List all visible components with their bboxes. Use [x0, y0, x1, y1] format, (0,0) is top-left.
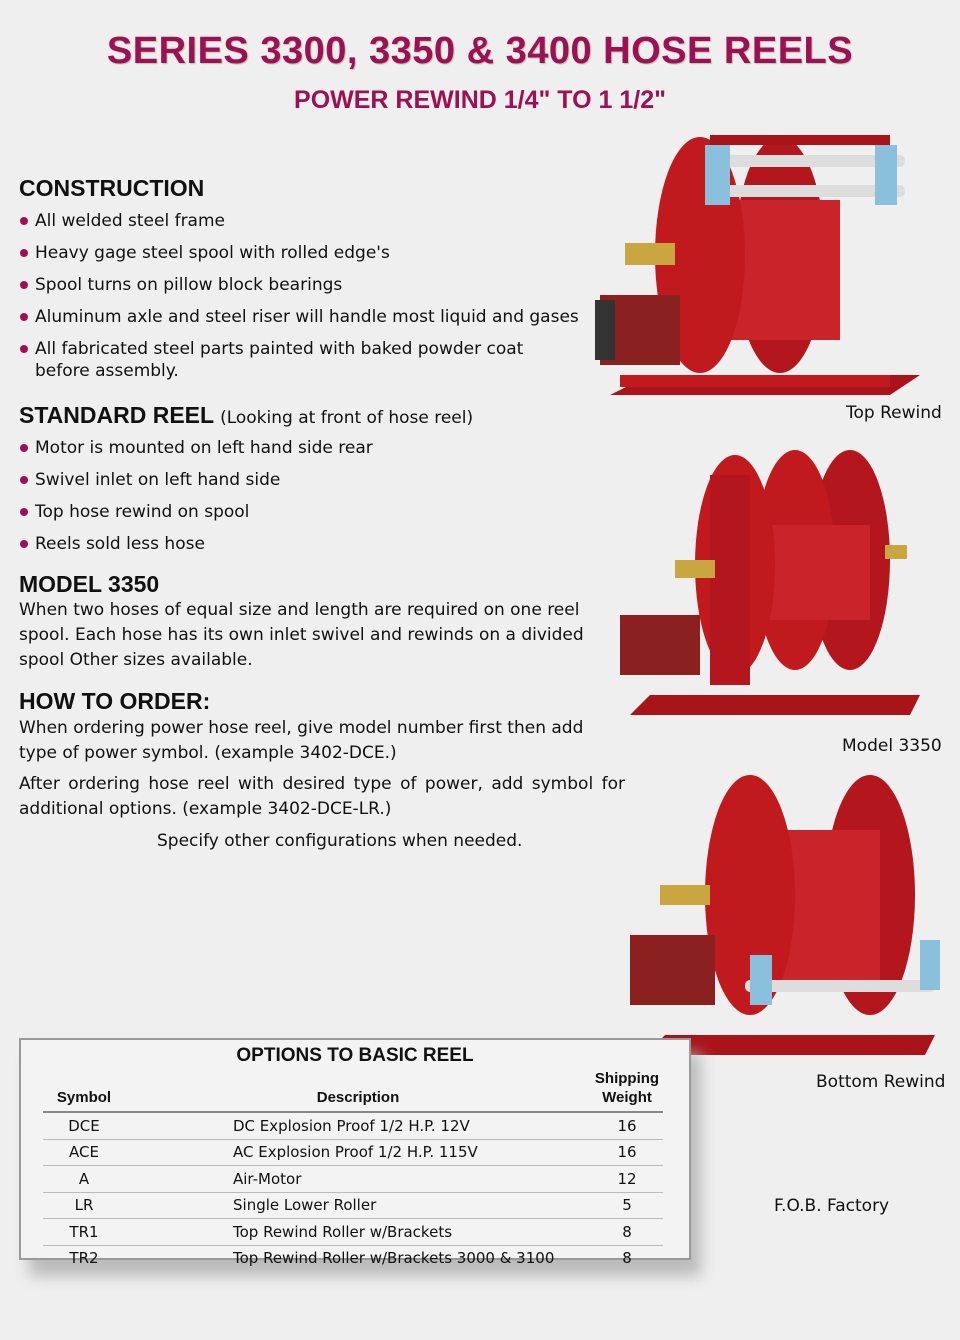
header-weight-line1: Shipping [594, 1070, 660, 1087]
table-row [43, 1192, 663, 1219]
how-to-order-heading: HOW TO ORDER: [19, 688, 211, 714]
page-title: SERIES 3300, 3350 & 3400 HOSE REELS [106, 30, 854, 72]
construction-list [19, 210, 599, 392]
caption-top-rewind: Top Rewind [846, 403, 942, 423]
caption-model-3350: Model 3350 [842, 736, 942, 756]
model-3350-heading: MODEL 3350 [19, 571, 160, 597]
order-text-1: When ordering power hose reel, give model number first then add type of power symbol. (example 3402-DCE.) [19, 718, 584, 763]
list-item: Spool turns on pillow block bearings [19, 274, 599, 296]
symbol-cell: TR2 [69, 1249, 99, 1268]
header-description: Description [125, 1068, 591, 1112]
list-item: All fabricated steel parts painted with baked powder coat before assembly. [19, 338, 525, 382]
order-text-2: After ordering hose reel with desired type of power, add symbol for additional options. (example 3402-DCE-LR.) [19, 774, 625, 819]
options-table-panel [19, 1038, 691, 1268]
order-text-3: Specify other configurations when needed. [157, 831, 523, 851]
table-row [43, 1112, 663, 1139]
table-row [43, 1219, 663, 1246]
list-item: Reels sold less hose [19, 533, 599, 555]
description-cell: Single Lower Roller [125, 1192, 591, 1219]
top-rewind-reel-image [590, 125, 930, 405]
construction-heading: CONSTRUCTION [19, 175, 205, 201]
weight-cell: 5 [591, 1192, 663, 1219]
header-weight [591, 1068, 663, 1112]
header-symbol: Symbol [43, 1068, 125, 1112]
symbol-cell: ACE [43, 1139, 125, 1166]
description-cell: DC Explosion Proof 1/2 H.P. 12V [125, 1112, 591, 1139]
list-item: All welded steel frame [19, 210, 599, 232]
table-row [43, 1245, 663, 1271]
weight-cell: 12 [591, 1166, 663, 1193]
options-table-title: OPTIONS TO BASIC REEL [236, 1045, 474, 1066]
model-3350-reel-image [610, 445, 930, 735]
description-cell: AC Explosion Proof 1/2 H.P. 115V [125, 1139, 591, 1166]
weight-cell: 8 [622, 1249, 632, 1268]
list-item: Heavy gage steel spool with rolled edge's [19, 242, 599, 264]
standard-list [19, 437, 599, 565]
weight-cell: 16 [591, 1139, 663, 1166]
bottom-rewind-reel-image [625, 765, 945, 1070]
description-cell: Top Rewind Roller w/Brackets 3000 & 3100 [233, 1249, 555, 1268]
standard-reel-note: (Looking at front of hose reel) [220, 408, 474, 428]
table-row [43, 1166, 663, 1193]
list-item: Swivel inlet on left hand side [19, 469, 599, 491]
fob-factory-note: F.O.B. Factory [774, 1196, 890, 1216]
page-subtitle: POWER REWIND 1/4" TO 1 1/2" [294, 86, 666, 114]
weight-cell: 8 [591, 1219, 663, 1246]
list-item: Motor is mounted on left hand side rear [19, 437, 599, 459]
list-item: Aluminum axle and steel riser will handle most liquid and gases [19, 306, 599, 328]
symbol-cell: LR [43, 1192, 125, 1219]
caption-bottom-rewind: Bottom Rewind [816, 1072, 946, 1092]
standard-reel-heading [19, 402, 473, 429]
standard-reel-title: STANDARD REEL [19, 402, 214, 428]
header-weight-line2: Weight [602, 1089, 652, 1106]
symbol-cell: A [43, 1166, 125, 1193]
weight-cell: 16 [591, 1112, 663, 1139]
list-item: Top hose rewind on spool [19, 501, 599, 523]
symbol-cell: DCE [43, 1112, 125, 1139]
description-cell: Air-Motor [125, 1166, 591, 1193]
table-row [43, 1139, 663, 1166]
model-3350-text: When two hoses of equal size and length are required on one reel spool. Each hose has its own inlet swivel and rewinds on a divided spool Other sizes available. [19, 600, 584, 670]
description-cell: Top Rewind Roller w/Brackets [125, 1219, 591, 1246]
symbol-cell: TR1 [43, 1219, 125, 1246]
options-table [43, 1068, 663, 1271]
